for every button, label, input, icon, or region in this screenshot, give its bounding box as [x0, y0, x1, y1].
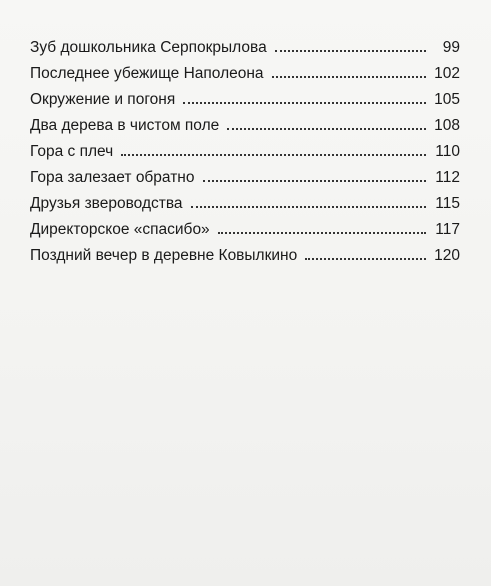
toc-dot-leader [121, 154, 426, 156]
toc-entry-page: 102 [434, 65, 460, 82]
toc-dot-leader [305, 258, 426, 260]
toc-entry-page: 108 [434, 117, 460, 134]
toc-entry [30, 191, 460, 217]
toc-entry [30, 35, 460, 61]
toc-entry [30, 61, 460, 87]
toc-entry-title: Директорское «спасибо» [30, 221, 210, 238]
toc-entry-title: Зуб дошкольника Серпокрылова [30, 39, 267, 56]
toc-entry-title: Гора с плеч [30, 143, 114, 160]
toc-entry [30, 139, 460, 165]
toc-dot-leader [218, 232, 426, 234]
toc-entry [30, 165, 460, 191]
toc-dot-leader [191, 206, 426, 208]
toc-entry [30, 217, 460, 243]
toc-entry-page: 117 [435, 221, 460, 238]
toc-entry [30, 87, 460, 113]
toc-entry-page: 110 [435, 143, 460, 160]
toc-dot-leader [203, 180, 427, 182]
table-of-contents [30, 35, 460, 269]
toc-entry-page: 99 [442, 39, 460, 56]
toc-entry-title: Гора залезает обратно [30, 169, 195, 186]
toc-entry-title: Друзья звероводства [30, 195, 183, 212]
toc-entry-title: Два дерева в чистом поле [30, 117, 220, 134]
toc-entry [30, 113, 460, 139]
toc-entry-title: Последнее убежище Наполеона [30, 65, 264, 82]
toc-dot-leader [227, 128, 426, 130]
toc-entry-title: Окружение и погоня [30, 91, 176, 108]
toc-dot-leader [275, 50, 426, 52]
toc-entry-title: Поздний вечер в деревне Ковылкино [30, 247, 298, 264]
toc-entry-page: 115 [435, 195, 460, 212]
toc-entry [30, 243, 460, 269]
toc-entry-page: 112 [435, 169, 460, 186]
toc-dot-leader [183, 102, 426, 104]
toc-dot-leader [272, 76, 426, 78]
toc-entry-page: 105 [434, 91, 460, 108]
toc-entry-page: 120 [434, 247, 460, 264]
